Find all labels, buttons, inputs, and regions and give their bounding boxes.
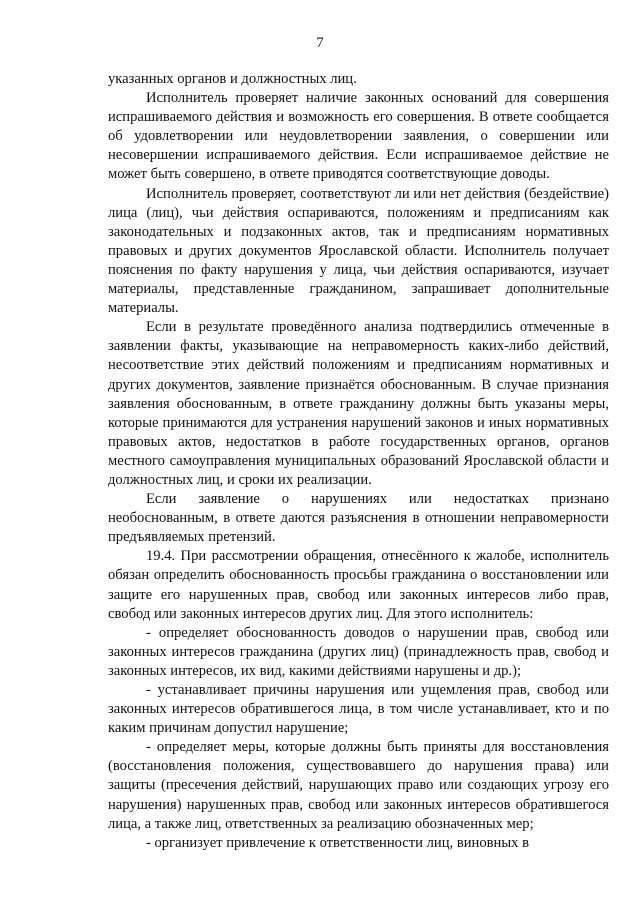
paragraph: 19.4. При рассмотрении обращения, отнесённого к жалобе, исполнитель обязан определить обоснованность просьбы гражданина о восстановлении или защите его нарушенных прав, свобод или законных интересов либо прав, свобод или законных интересов других лиц. Для этого исполнитель: — [108, 548, 609, 622]
list-item: - определяет обоснованность доводов о нарушении прав, свобод или законных интересов гражданина (других лиц) (принадлежность прав, свобод и законных интересов, их вид, какими действиями нарушены и др.); — [108, 624, 609, 679]
list-item: - устанавливает причины нарушения или ущемления прав, свобод или законных интересов обратившегося лица, в том числе устанавливает, кто и по каким причинам допустил нарушение; — [108, 682, 609, 737]
paragraph: Если заявление о нарушениях или недостатках признано необоснованным, в ответе даются разъяснения в отношении неправомерности предъявляемых претензий. — [108, 491, 609, 546]
list-item: - организует привлечение к ответственности лиц, виновных в — [146, 834, 529, 851]
paragraph: указанных органов и должностных лиц. — [108, 71, 357, 87]
paragraph: Исполнитель проверяет наличие законных оснований для совершения испрашиваемого действия и возможность его совершения. В ответе сообщается об удовлетворении или неудовлетворении заявления, о совершении или несовершении испрашиваемого действия. Если испрашиваемое действие не может быть совершено, в ответе приводятся соответствующие доводы. — [108, 90, 609, 183]
paragraph: Если в результате проведённого анализа подтвердились отмеченные в заявлении факты, указывающие на неправомерность каких-либо действий, несоответствие этих действий положениям и предписаниям нормативных и других документов, заявление признаётся обоснованным. В случае признания заявления обоснованным, в ответе гражданину должны быть указаны меры, которые принимаются для устранения нарушений законов и иных нормативных правовых актов, недостатков в работе государственных органов, органов местного самоуправления муниципальных образований Ярославской области и должностных лиц, и сроки их реализации. — [108, 319, 609, 488]
list-item: - определяет меры, которые должны быть приняты для восстановления (восстановления положения, существовавшего до нарушения права) или защиты (пресечения действий, нарушающих право или создающих угрозу его нарушения) нарушенных прав, свобод или законных интересов обратившегося лица, а также лиц, ответственных за реализацию обозначенных мер; — [108, 739, 609, 832]
paragraph: Исполнитель проверяет, соответствуют ли или нет действия (бездействие) лица (лиц), чьи действия оспариваются, положениям и предписаниям как законодательных и подзаконных актов, так и предписаниям нормативных правовых и других документов Ярославской области. Исполнитель получает пояснения по факту нарушения у лица, чьи действия оспариваются, изучает материалы, представленные гражданином, запрашивает дополнительные материалы. — [108, 185, 609, 317]
document-body — [108, 70, 609, 853]
page-number: 7 — [316, 35, 324, 51]
